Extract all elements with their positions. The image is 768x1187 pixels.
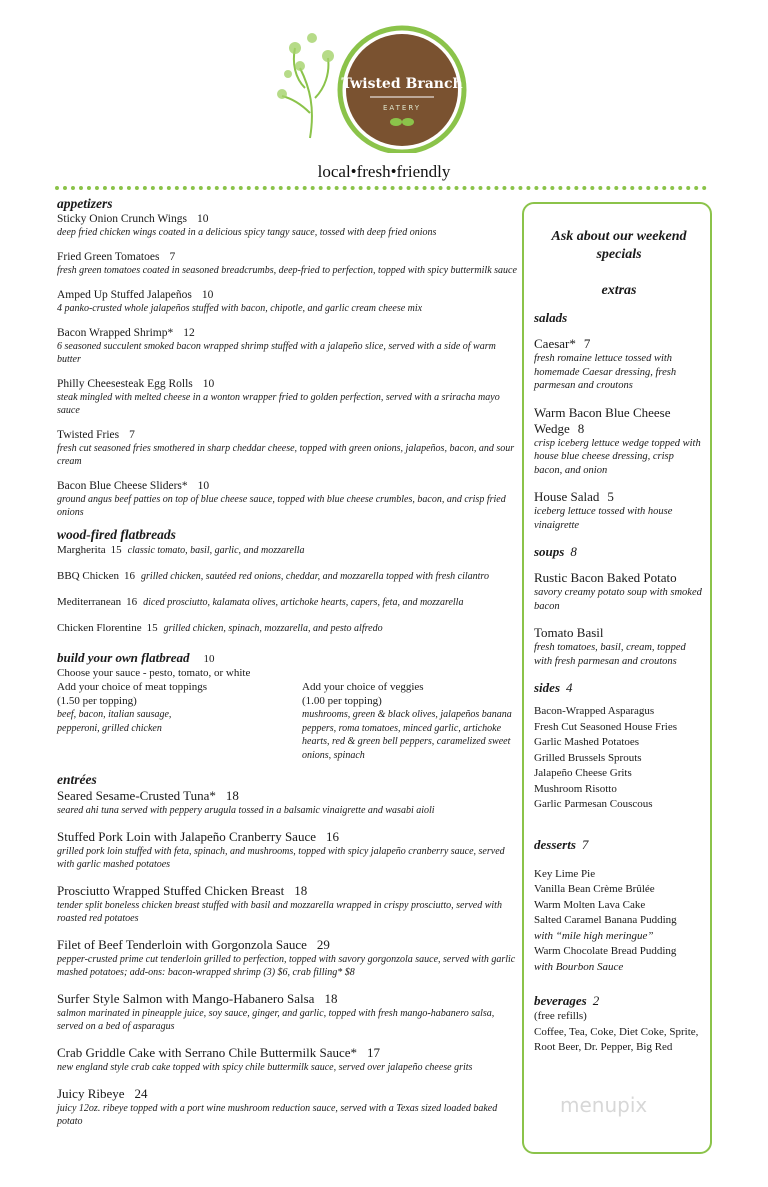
entree-item [57,788,517,817]
item-price: 10 [196,213,209,225]
item-price: 12 [183,327,195,339]
beverages-refills: (free refills) [534,1010,587,1022]
appetizer-item [57,288,517,315]
byo-meats: beef, bacon, italian sausage, pepperoni, grilled chicken [57,709,172,734]
item-price: 7 [129,429,135,441]
appetizer-item [57,479,517,519]
item-title: Caesar* [534,336,576,351]
desserts-price: 7 [581,836,589,852]
item-title: Juicy Ribeye [57,1086,125,1101]
side-item: Garlic Mashed Potatoes [534,736,640,748]
entree-item [57,1045,517,1074]
item-description: grilled chicken, sautéed red onions, cheddar, and mozzarella topped with fresh cilantro [141,571,489,582]
item-description: steak mingled with melted cheese in a wonton wrapper fried to golden perfection, served with a sriracha mayo sauce [57,392,500,416]
item-title: Twisted Fries [57,429,120,441]
item-title: Bacon Blue Cheese Sliders* [57,480,188,492]
logo-sub: EATERY [382,104,422,112]
item-title: Filet of Beef Tenderloin with Gorgonzola Sauce [57,937,307,952]
byo-veggies: mushrooms, green & black olives, jalapeños banana peppers, roma tomatoes, minced garlic, artichoke hearts, red & green bell peppers, caramelized sweet onions, spinach [302,709,512,761]
item-description: grilled chicken, spinach, mozzarella, and pesto alfredo [163,623,383,634]
restaurant-logo [270,18,480,153]
item-description: 4 panko-crusted whole jalapeños stuffed with bacon, chipotle, and garlic cream cheese mix [57,303,423,314]
item-name [57,829,517,845]
item-title: Warm Bacon Blue Cheese Wedge [534,404,671,436]
dotted-divider [55,186,707,190]
item-name [57,1086,517,1102]
flatbread-item [57,595,517,610]
dessert-item: with “mile high meringue” [534,929,654,942]
item-title: Stuffed Pork Loin with Jalapeño Cranberry Sauce [57,829,316,844]
item-title: Mediterranean [57,596,122,608]
salads-heading: salads [534,310,568,325]
dessert-item: Warm Molten Lava Cake [534,898,646,911]
item-description: fresh green tomatoes coated in seasoned breadcrumbs, deep-fried to perfection, topped with spicy buttermilk sauce [57,265,517,276]
sides-heading [534,680,704,696]
flatbread-item [57,621,517,636]
appetizer-item [57,377,517,417]
item-name [57,428,517,442]
item-title: House Salad [534,489,600,504]
item-name [534,405,704,437]
side-item: Garlic Parmesan Couscous [534,798,653,810]
item-price: 10 [197,480,210,492]
item-description: crisp iceberg lettuce wedge topped with house blue cheese dressing, crisp bacon, and onion [534,437,701,476]
beverages-list: Coffee, Tea, Coke, Diet Coke, Sprite, Root Beer, Dr. Pepper, Big Red [534,1025,699,1053]
item-name [57,991,517,1007]
beverages-price: 2 [592,993,600,1008]
item-price: 7 [169,251,176,263]
soup-item [534,570,704,613]
item-name [57,788,517,804]
entree-item [57,991,517,1033]
left-column [57,196,517,1140]
side-item: Fresh Cut Seasoned House Fries [534,720,677,733]
sides-price: 4 [566,680,573,695]
flatbread-item [57,569,517,584]
item-name [57,212,517,226]
appetizer-item [57,428,517,468]
item-title: BBQ Chicken [57,570,120,582]
appetizer-item [57,326,517,366]
flatbreads-list [57,543,517,636]
item-price: 10 [201,289,214,301]
item-description: ground angus beef patties on top of blue cheese sauce, topped with blue cheese crumbles, bacon, and crisp fried onions [57,494,506,518]
item-price: 29 [316,937,330,952]
extras-heading: extras [601,283,637,298]
byo-meat-title: Add your choice of meat toppings [57,681,207,693]
item-description: pepper-crusted prime cut tenderloin grilled to perfection, topped with savory gorgonzola sauce, served with garlic mashed potatoes; add-ons: bacon-wrapped shrimp (3) $6, crab filling* $8 [57,954,516,978]
item-description: grilled pork loin stuffed with feta, spinach, and mushrooms, topped with spicy jalapeño cranberry sauce, served with garlic mashed potatoes [57,846,505,870]
flatbreads-heading: wood-fired flatbreads [57,527,176,542]
item-price: 5 [607,489,614,504]
extras-panel [522,202,712,1154]
item-title: Chicken Florentine [57,622,142,634]
item-description: seared ahi tuna served with peppery arugula tossed in a balsamic vinaigrette and wasabi aioli [57,805,435,816]
item-price: 16 [124,570,136,582]
item-price: 10 [202,378,215,390]
desserts-heading [534,837,704,853]
byo-price: 10 [203,653,215,665]
byo-sauce: Choose your sauce - pesto, tomato, or white [57,667,251,679]
appetizer-item [57,250,517,277]
dessert-item: with Bourbon Sauce [534,960,624,973]
entree-item [57,937,517,979]
soups-title: soups [534,544,565,559]
side-item: Bacon-Wrapped Asparagus [534,705,655,717]
watermark: menupix [560,1093,648,1117]
side-item: Mushroom Risotto [534,782,617,795]
flatbread-item [57,543,517,558]
item-name [57,1045,517,1061]
salad-item [534,489,704,532]
appetizers-list [57,212,517,519]
entree-item [57,1086,517,1128]
desserts-list [534,867,704,976]
soups-price: 8 [570,544,577,559]
item-title: Bacon Wrapped Shrimp* [57,327,174,339]
item-price: 15 [146,622,158,634]
side-item: Grilled Brussels Sprouts [534,751,642,764]
item-description: fresh romaine lettuce tossed with homemade Caesar dressing, fresh parmesan and croutons [534,353,677,391]
entrees-list [57,788,517,1128]
dessert-item: Key Lime Pie [534,867,596,880]
item-description: savory creamy potato soup with smoked bacon [534,587,702,612]
beverages-title: beverages [534,993,587,1008]
entree-item [57,829,517,871]
item-description: juicy 12oz. ribeye topped with a port wine mushroom reduction sauce, served with a Texas sized loaded baked potato [57,1103,498,1127]
item-price: 15 [110,544,122,556]
byo-veg-price: (1.00 per topping) [302,695,382,707]
item-price: 24 [134,1086,148,1101]
item-price: 8 [577,420,585,436]
tree-icon [282,48,328,138]
logo-brand: Twisted Branch [341,76,463,92]
byo-meat-price: (1.50 per topping) [57,695,137,707]
item-title: Crab Griddle Cake with Serrano Chile Buttermilk Sauce* [57,1045,358,1060]
item-name [57,250,517,264]
item-description: new england style crab cake topped with spicy chile buttermilk sauce, served over jalapeño cheese grits [57,1062,473,1073]
item-description: classic tomato, basil, garlic, and mozzarella [127,545,305,556]
item-name [57,288,517,302]
weekend-specials-note: Ask about our weekend specials [551,229,687,262]
side-item: Jalapeño Cheese Grits [534,767,632,779]
soup-item [534,625,704,668]
appetizer-item [57,212,517,239]
appetizers-heading: appetizers [57,196,113,211]
beverages-heading [534,993,704,1009]
salad-item [534,405,704,478]
item-description: fresh cut seasoned fries smothered in sharp cheddar cheese, topped with green onions, jalapeños, bacon, and sour cream [57,443,515,467]
item-description: fresh tomatoes, basil, cream, topped with fresh parmesan and croutons [534,642,686,667]
item-price: 16 [325,829,339,844]
item-name [57,326,517,340]
byo-veg-title: Add your choice of veggies [302,681,424,693]
entrees-heading: entrées [57,772,97,787]
item-name: Tomato Basil [534,625,604,640]
item-name [534,489,704,505]
entree-item [57,883,517,925]
item-price: 17 [367,1045,381,1060]
salads-list [534,336,704,532]
byo-title: build your own flatbread [57,650,190,665]
item-title: Sticky Onion Crunch Wings [57,213,187,225]
item-title: Margherita [57,544,106,556]
dessert-item: Warm Chocolate Bread Pudding [534,945,677,957]
desserts-title: desserts [534,836,576,852]
item-name: Rustic Bacon Baked Potato [534,570,677,585]
item-price: 16 [126,596,138,608]
item-title: Philly Cheesesteak Egg Rolls [57,378,193,390]
tagline: local•fresh•friendly [317,162,451,181]
byo-section [57,647,517,762]
item-description: salmon marinated in pineapple juice, soy sauce, ginger, and garlic, topped with fresh mango-habanero salsa, served on a bed of asparagus [57,1008,495,1032]
sides-list [534,704,704,813]
item-price: 7 [583,336,591,351]
item-title: Seared Sesame-Crusted Tuna* [57,788,216,803]
dessert-item: Vanilla Bean Crème Brûlée [534,883,655,895]
item-name [57,377,517,391]
item-title: Fried Green Tomatoes [57,251,160,263]
item-description: diced prosciutto, kalamata olives, artichoke hearts, capers, feta, and mozzarella [143,597,464,608]
item-title: Amped Up Stuffed Jalapeños [57,289,192,301]
item-description: deep fried chicken wings coated in a delicious spicy tangy sauce, tossed with deep fried onions [57,227,437,238]
item-price: 18 [225,788,239,803]
item-name [57,937,517,953]
soups-list [534,570,704,668]
item-name [57,479,517,493]
sides-title: sides [534,680,560,695]
item-title: Prosciutto Wrapped Stuffed Chicken Breast [57,883,285,898]
item-description: iceberg lettuce tossed with house vinaigrette [534,506,673,531]
item-name [534,336,704,352]
item-price: 18 [294,883,308,898]
dessert-item: Salted Caramel Banana Pudding [534,914,677,926]
salad-item [534,336,704,393]
item-name [57,883,517,899]
item-price: 18 [324,991,338,1006]
item-title: Surfer Style Salmon with Mango-Habanero Salsa [57,991,315,1006]
item-description: 6 seasoned succulent smoked bacon wrapped shrimp stuffed with a jalapeño slice, served with a side of warm butter [57,341,496,365]
item-description: tender split boneless chicken breast stuffed with basil and mozzarella wrapped in crispy prosciutto, served with roasted red potatoes [57,900,502,924]
soups-heading [534,544,704,560]
